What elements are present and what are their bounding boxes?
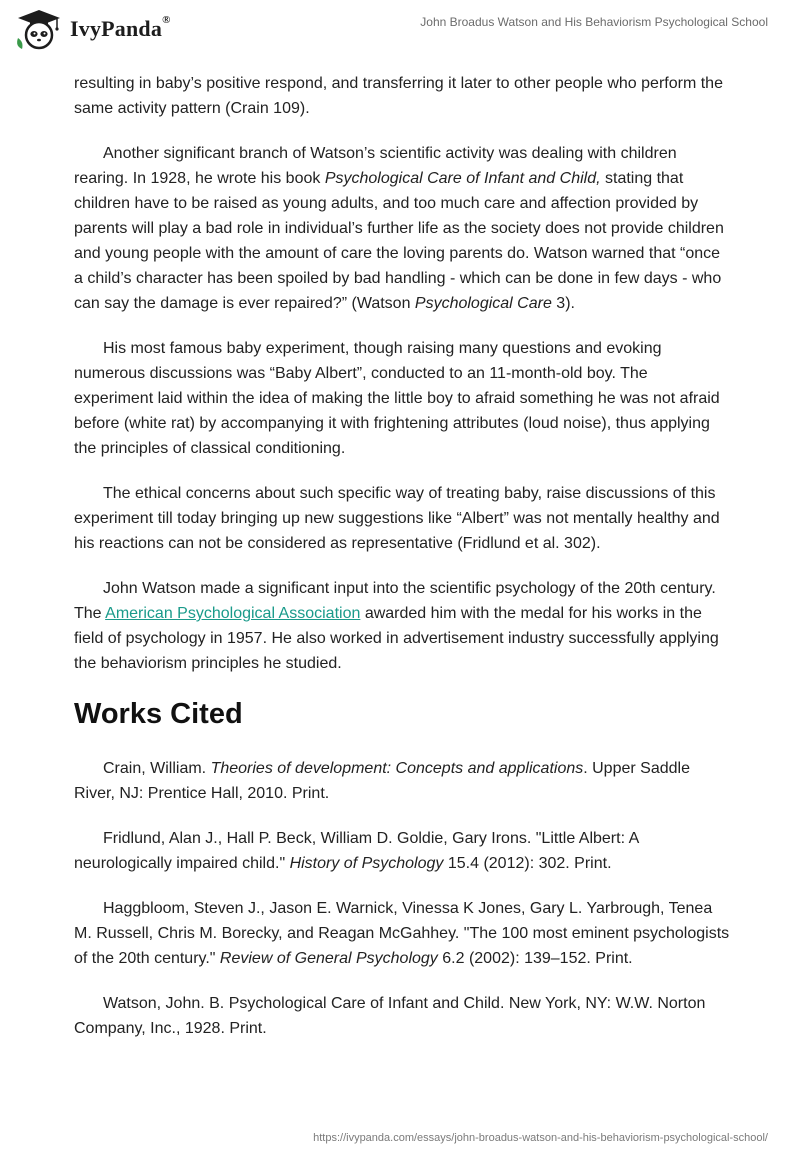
citation-text-b: 6.2 (2002): 139–152. Print. <box>437 950 633 967</box>
paragraph-1 <box>74 71 730 121</box>
citation-haggbloom <box>74 896 730 971</box>
citation-watson <box>74 991 730 1041</box>
citation-title: History of Psychology <box>289 855 444 872</box>
citation-text-a: Haggbloom, Steven J., Jason E. Warnick, Vinessa K Jones, Gary L. Yarbrough, Tenea M. Russell, Chris M. Borecky, and Reagan McGahhey. "The 100 most eminent psychologists of the 20th century." <box>74 900 730 967</box>
logo-wordmark <box>70 16 171 42</box>
paragraph-5 <box>74 576 730 676</box>
panda-logo-icon <box>14 8 64 50</box>
source-url: https://ivypanda.com/essays/john-broadus-watson-and-his-behaviorism-psychological-school/ <box>313 1132 768 1144</box>
paragraph-3 <box>74 336 730 461</box>
cited-title: Psychological Care <box>414 295 552 312</box>
logo-text: IvyPanda <box>70 16 163 41</box>
citation-fridlund <box>74 826 730 876</box>
page-header <box>0 0 800 62</box>
paragraph-2-text-c: 3). <box>551 295 575 312</box>
paragraph-4 <box>74 481 730 556</box>
citation-text-b: . Upper Saddle River, NJ: Prentice Hall, 2010. Print. <box>74 760 690 802</box>
book-title: Psychological Care of Infant and Child, <box>324 170 601 187</box>
ivypanda-logo[interactable] <box>14 8 171 50</box>
apa-link[interactable]: American Psychological Association <box>105 605 361 622</box>
paragraph-4-text: The ethical concerns about such specific way of treating baby, raise discussions of this experiment till today bringing up new suggestions like “Albert” was not mentally healthy and his reactions can not be considered as representative (Fridlund et al. 302). <box>74 485 720 552</box>
essay-content <box>74 71 730 1061</box>
registered-mark: ® <box>162 14 171 26</box>
citation-text: Watson, John. B. Psychological Care of Infant and Child. New York, NY: W.W. Norton Company, Inc., 1928. Print. <box>74 995 706 1037</box>
citation-title: Review of General Psychology <box>219 950 438 967</box>
paragraph-5-text-a: John Watson made a significant input into the scientific psychology of the 20th century. The <box>74 580 716 622</box>
citation-text-b: 15.4 (2012): 302. Print. <box>443 855 612 872</box>
paragraph-3-text: His most famous baby experiment, though raising many questions and evoking numerous discussions was “Baby Albert”, conducted to an 11-month-old boy. The experiment laid within the idea of making the little boy to afraid something he was not afraid before (white rat) by accompanying it with frightening attributes (loud noise), thus applying the principles of classical conditioning. <box>74 340 720 457</box>
citation-title: Theories of development: Concepts and applications <box>210 760 584 777</box>
citation-text-a: Fridlund, Alan J., Hall P. Beck, William D. Goldie, Gary Irons. "Little Albert: A neurologically impaired child." <box>74 830 639 872</box>
paragraph-2-text-b: stating that children have to be raised as young adults, and too much care and affection provided by parents will play a bad role in individual’s further life as the society does not provide children and young people with the amount of care the loving parents do. Watson warned that “once a child’s character has been spoiled by bad handling - which can be done in few days - who can say the damage is ever repaired?” (Watson <box>74 170 724 312</box>
paragraph-2-text-a: Another significant branch of Watson’s scientific activity was dealing with children rearing. In 1928, he wrote his book <box>74 145 677 187</box>
document-title: John Broadus Watson and His Behaviorism Psychological School <box>420 15 768 29</box>
paragraph-1-text: resulting in baby’s positive respond, and transferring it later to other people who perform the same activity pattern (Crain 109). <box>74 75 723 117</box>
works-cited-heading: Works Cited <box>74 698 243 730</box>
citation-crain <box>74 756 730 806</box>
citation-text-a: Crain, William. <box>103 760 211 777</box>
paragraph-2 <box>74 141 730 316</box>
paragraph-5-text-b: awarded him with the medal for his works in the field of psychology in 1957. He also worked in advertisement industry successfully applying the behaviorism principles he studied. <box>74 605 719 672</box>
